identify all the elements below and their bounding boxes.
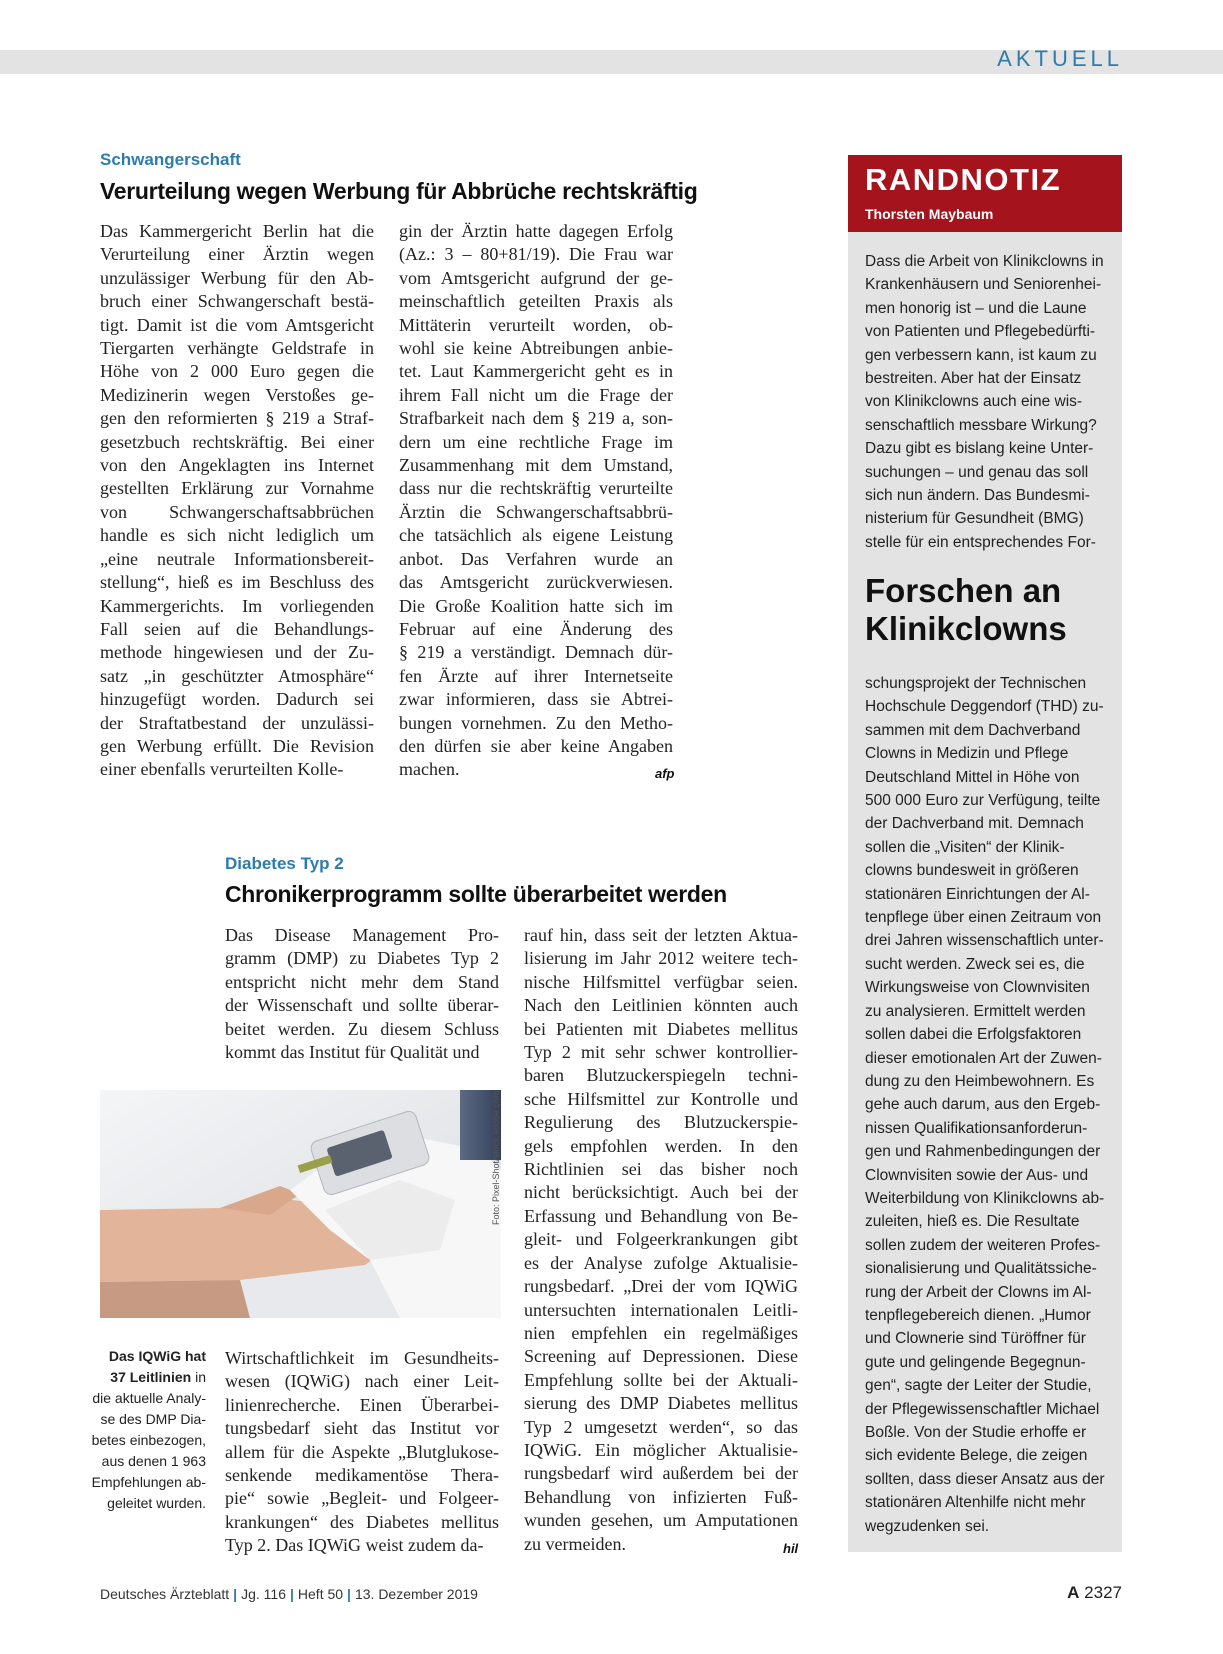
article2-signoff: hil bbox=[783, 1541, 799, 1556]
text-line: nissen Qualifikationsanforderun- bbox=[865, 1119, 1088, 1137]
text-line: rung der Arbeit der Clowns im Al- bbox=[865, 1283, 1092, 1301]
text-line: rungsbedarf. „Drei der vom IQWiG bbox=[524, 1276, 798, 1297]
text-line: Dazu gibt es bislang keine Unter- bbox=[865, 440, 1094, 458]
text-line: sierung des DMP Diabetes mellitus bbox=[524, 1393, 798, 1414]
journal-issue: Heft 50 bbox=[297, 1586, 344, 1602]
text-line: dung zu den Heimbewohnern. Es bbox=[865, 1072, 1095, 1090]
text-line: einer ebenfalls verurteilten Kolle- bbox=[100, 759, 344, 780]
text-line: der Wissenschaft und sollte überar- bbox=[225, 995, 499, 1016]
text-line: tungsbedarf sieht das Institut vor bbox=[225, 1418, 499, 1439]
text-line: linienrecherche. Einen Überarbei- bbox=[225, 1394, 499, 1415]
text-line: Ärztin die Schwangerschaftsabbrü- bbox=[399, 501, 673, 522]
article2-kicker: Diabetes Typ 2 bbox=[225, 854, 344, 873]
article2-column-1-top bbox=[225, 924, 499, 1064]
article2-column-2 bbox=[524, 924, 798, 1556]
caption-line: betes einbezogen, bbox=[91, 1432, 206, 1448]
text-line: Zusammenhang mit dem Umstand, bbox=[399, 455, 673, 476]
text-line: der Straftatbestand der unzulässi- bbox=[100, 712, 374, 733]
text-line: allem für die Aspekte „Blutglukose- bbox=[225, 1441, 499, 1462]
text-line: IQWiG. Ein möglicher Aktualisie- bbox=[524, 1439, 798, 1460]
text-line: sche Hilfsmittel zur Kontrolle und bbox=[524, 1088, 798, 1109]
caption-line: die aktuelle Analy- bbox=[92, 1390, 206, 1406]
text-line: baren Blutzuckerspiegeln techni- bbox=[524, 1065, 798, 1086]
section-label: AKTUELL bbox=[997, 46, 1123, 71]
text-line: beitet werden. Zu diesem Schluss bbox=[225, 1018, 499, 1039]
text-line: entspricht nicht mehr dem Stand bbox=[225, 971, 499, 992]
text-line: zwar informieren, dass sie Abtrei- bbox=[399, 689, 673, 710]
text-line: pie“ sowie „Begleit- und Folgeer- bbox=[225, 1488, 499, 1509]
footer-separator: | bbox=[233, 1586, 238, 1602]
text-line: sammen mit dem Dachverband bbox=[865, 721, 1081, 739]
text-line: der Dachverband mit. Demnach bbox=[865, 815, 1084, 833]
text-line: tenpflegebereich dienen. „Humor bbox=[865, 1306, 1091, 1324]
caption-bold-line-1: Das IQWiG hat bbox=[108, 1348, 206, 1364]
text-line: Clownvisiten sowie der Aus- und bbox=[865, 1166, 1089, 1184]
text-line: Forschen an bbox=[865, 572, 1062, 609]
text-line: Medizinerin wegen Verstoßes ge- bbox=[100, 384, 374, 405]
text-line: von den Angeklagten ins Internet bbox=[100, 455, 374, 476]
text-line: nien empfehlen ein regelmäßiges bbox=[524, 1322, 798, 1343]
page-footer bbox=[100, 1586, 478, 1602]
text-line: wesen (IQWiG) nach einer Leit- bbox=[225, 1371, 499, 1392]
text-line: Behandlung von infizierten Fuß- bbox=[524, 1486, 798, 1507]
text-line: rungsbedarf wird außerdem bei der bbox=[524, 1463, 798, 1484]
text-line: gen Werbung erfüllt. Die Revision bbox=[100, 735, 374, 756]
text-line: Richtlinien sei das bisher noch bbox=[524, 1159, 798, 1180]
text-line: dieser emotionalen Art der Zuwen- bbox=[865, 1049, 1102, 1067]
text-line: Typ 2 umgesetzt werden“, so das bbox=[524, 1416, 798, 1437]
text-line: bei Patienten mit Diabetes mellitus bbox=[524, 1018, 798, 1039]
text-line: Wirtschaftlichkeit im Gesundheits- bbox=[225, 1348, 499, 1368]
text-line: meinschaftlich geteilten Praxis als bbox=[399, 291, 673, 312]
text-line: tet. Laut Kammergericht geht es in bbox=[399, 361, 673, 382]
photo-credit: Foto: Pixel-Shot/stock.adobe.com bbox=[491, 1090, 501, 1225]
text-line: handle es sich nicht lediglich um bbox=[100, 525, 374, 546]
text-line: § 219 a verständigt. Demnach dür- bbox=[399, 642, 673, 663]
caption-line: Empfehlungen ab- bbox=[91, 1474, 206, 1490]
text-line: tenpflege über einen Zeitraum von bbox=[865, 909, 1102, 927]
text-line: zu analysieren. Ermittelt werden bbox=[865, 1002, 1086, 1020]
text-line: wohl sie keine Abtreibungen anbie- bbox=[399, 338, 673, 359]
text-line: nische Hilfsmittel verfügbar seien. bbox=[524, 971, 798, 992]
text-line: Nach den Leitlinien könnten auch bbox=[524, 995, 798, 1016]
text-line: stationären Einrichtungen der Al- bbox=[865, 885, 1090, 903]
text-line: das Amtsgericht zurückverwiesen. bbox=[399, 572, 673, 593]
text-line: gen und Rahmenbedingungen der bbox=[865, 1143, 1101, 1161]
text-line: unzulässiger Werbung für den Ab- bbox=[100, 267, 374, 288]
randnotiz-text-bottom bbox=[865, 672, 1105, 1538]
randnotiz-text-top bbox=[865, 250, 1105, 554]
text-line: tigt. Damit ist die vom Amtsgericht bbox=[100, 314, 374, 335]
text-line: nisterium für Gesundheit (BMG) bbox=[865, 510, 1084, 528]
text-line: anbot. Das Verfahren wurde an bbox=[399, 548, 673, 569]
text-line: von Klinikclowns auch eine wis- bbox=[865, 393, 1083, 411]
text-line: vom Amtsgericht aufgrund der ge- bbox=[399, 267, 673, 288]
page-number bbox=[1067, 1583, 1122, 1603]
text-line: gestellten Erklärung zur Vornahme bbox=[100, 478, 374, 499]
text-line: gute und gelingende Begegnun- bbox=[865, 1353, 1086, 1371]
text-line: dern um eine rechtliche Frage im bbox=[399, 431, 673, 452]
text-line: senschaftlich messbare Wirkung? bbox=[865, 416, 1097, 434]
text-line: Verurteilung einer Ärztin wegen bbox=[100, 244, 374, 265]
text-line: bestreiten. Aber hat der Einsatz bbox=[865, 370, 1082, 388]
article1-headline: Verurteilung wegen Werbung für Abbrüche rechtskräftig bbox=[100, 178, 698, 204]
text-line: Die Große Koalition hatte sich im bbox=[399, 595, 673, 616]
text-line: Screening auf Depressionen. Diese bbox=[524, 1346, 798, 1367]
text-line: sollen zudem der weiteren Profes- bbox=[865, 1236, 1101, 1254]
text-line: der Pflegewissenschaftler Michael bbox=[865, 1400, 1100, 1418]
page-number-value: 2327 bbox=[1084, 1583, 1122, 1602]
text-line: Typ 2 mit sehr schwer kontrollier- bbox=[524, 1042, 798, 1063]
text-line: zuleiten, hieß es. Die Resultate bbox=[865, 1213, 1080, 1231]
randnotiz-headline bbox=[865, 572, 1067, 648]
text-line: Deutschland Mittel in Höhe von bbox=[865, 768, 1080, 786]
text-line: stellung“, hieß es im Beschluss des bbox=[100, 572, 374, 593]
text-line: Klinikclowns bbox=[865, 610, 1067, 647]
page-prefix: A bbox=[1067, 1583, 1080, 1602]
text-line: sich nun ändern. Das Bundesmi- bbox=[865, 487, 1090, 505]
text-line: untersuchten internationalen Leitli- bbox=[524, 1299, 798, 1320]
text-line: Weiterbildung von Klinikclowns ab- bbox=[865, 1189, 1105, 1207]
text-line: gehe auch darum, aus den Ergeb- bbox=[865, 1096, 1101, 1114]
caption-bold-line-2: 37 Leitlinien bbox=[110, 1369, 192, 1385]
text-line: Mittäterin verurteilt worden, ob- bbox=[399, 314, 673, 335]
text-line: senkende medikamentöse Thera- bbox=[225, 1465, 499, 1486]
text-line: stelle für ein entsprechendes For- bbox=[865, 533, 1096, 551]
text-line: sollten, dass dieser Ansatz aus der bbox=[865, 1470, 1105, 1488]
text-line: wegzudenken sei. bbox=[865, 1517, 990, 1535]
text-line: sich evidente Belege, die zeigen bbox=[865, 1447, 1088, 1465]
text-line: gen den reformierten § 219 a Straf- bbox=[100, 408, 374, 429]
article1-column-2 bbox=[399, 220, 673, 782]
text-line: suchungen – und genau das soll bbox=[865, 463, 1089, 481]
randnotiz-title: RANDNOTIZ bbox=[865, 162, 1062, 197]
text-line: sollen die „Visiten“ der Klinik- bbox=[865, 838, 1065, 856]
text-line: clowns bundesweit in größeren bbox=[865, 862, 1079, 880]
text-line: sionalisierung und Qualitätssiche- bbox=[865, 1260, 1097, 1278]
text-line: (Az.: 3 – 80+81/19). Die Frau war bbox=[399, 244, 673, 265]
photo-caption bbox=[78, 1346, 206, 1514]
caption-line: se des DMP Dia- bbox=[100, 1411, 206, 1427]
text-line: gramm (DMP) zu Diabetes Typ 2 bbox=[225, 948, 499, 969]
text-line: Februar auf eine Änderung des bbox=[399, 618, 673, 639]
caption-line: in bbox=[191, 1369, 206, 1385]
text-line: Fall seien auf die Behandlungs- bbox=[100, 618, 374, 639]
text-line: kommt das Institut für Qualität und bbox=[225, 1042, 480, 1063]
text-line: satz „in geschützter Atmosphäre“ bbox=[100, 665, 374, 686]
text-line: den dürfen sie aber keine Angaben bbox=[399, 735, 673, 756]
text-line: und Clownerie sind Türöffner für bbox=[865, 1330, 1086, 1348]
article1-column-1 bbox=[100, 220, 374, 782]
text-line: Clowns in Medizin und Pflege bbox=[865, 745, 1069, 763]
text-line: ihrem Fall nicht um die Frage der bbox=[399, 384, 673, 405]
text-line: wunden gesehen, um Amputationen bbox=[524, 1510, 798, 1531]
text-line: es der Analyse zufolge Aktualisie- bbox=[524, 1252, 798, 1273]
text-line: stationären Altenhilfe nicht mehr bbox=[865, 1494, 1086, 1512]
text-line: Das Kammergericht Berlin hat die bbox=[100, 221, 374, 241]
text-line: von Patienten und Pflegebedürfti- bbox=[865, 323, 1096, 341]
text-line: fen Ärzte auf ihrer Internetseite bbox=[399, 665, 673, 686]
text-line: Kammergerichts. Im vorliegenden bbox=[100, 595, 374, 616]
journal-volume: Jg. 116 bbox=[241, 1586, 286, 1602]
text-line: gen“, sagte der Leiter der Studie, bbox=[865, 1377, 1092, 1395]
text-line: zu vermeiden. bbox=[524, 1533, 626, 1554]
text-line: lisierung im Jahr 2012 weitere tech- bbox=[524, 948, 798, 969]
text-line: rauf hin, dass seit der letzten Aktua- bbox=[524, 925, 798, 945]
randnotiz-author: Thorsten Maybaum bbox=[865, 206, 994, 222]
article1-kicker: Schwangerschaft bbox=[100, 150, 241, 169]
text-line: gen verbessern kann, ist kaum zu bbox=[865, 346, 1097, 364]
text-line: bruch einer Schwangerschaft bestä- bbox=[100, 291, 374, 312]
article1-signoff: afp bbox=[655, 766, 675, 781]
text-line: Hochschule Deggendorf (THD) zu- bbox=[865, 698, 1104, 716]
text-line: drei Jahren wissenschaftlich unter- bbox=[865, 932, 1104, 950]
text-line: machen. bbox=[399, 759, 460, 780]
text-line: Regulierung des Blutzuckerspie- bbox=[524, 1112, 798, 1133]
text-line: gin der Ärztin hatte dagegen Erfolg bbox=[399, 221, 673, 241]
text-line: „eine neutrale Informationsbereit- bbox=[100, 548, 374, 569]
text-line: hinzugefügt worden. Dadurch sei bbox=[100, 689, 374, 710]
article2-headline: Chronikerprogramm sollte überarbeitet werden bbox=[225, 881, 727, 907]
text-line: Dass die Arbeit von Klinikclowns in bbox=[865, 253, 1104, 270]
text-line: Typ 2. Das IQWiG weist zudem da- bbox=[225, 1535, 484, 1556]
text-line: bungen vornehmen. Zu den Metho- bbox=[399, 712, 673, 733]
text-line: von Schwangerschaftsabbrüchen bbox=[100, 501, 374, 522]
journal-date: 13. Dezember 2019 bbox=[354, 1586, 478, 1602]
text-line: sucht werden. Zweck sei es, die bbox=[865, 955, 1085, 973]
footer-separator: | bbox=[347, 1586, 351, 1602]
text-line: men honorig ist – und die Laune bbox=[865, 299, 1087, 317]
article2-column-1-bottom bbox=[225, 1347, 499, 1558]
text-line: Boßle. Von der Studie erhoffe er bbox=[865, 1424, 1087, 1441]
text-line: gels empfohlen werden. In den bbox=[524, 1135, 798, 1156]
text-line: Höhe von 2 000 Euro gegen die bbox=[100, 361, 374, 382]
text-line: krankungen“ des Diabetes mellitus bbox=[225, 1511, 499, 1532]
text-line: sollen dabei die Erfolgsfaktoren bbox=[865, 1026, 1082, 1044]
text-line: Krankenhäusern und Seniorenhei- bbox=[865, 276, 1102, 294]
journal-name: Deutsches Ärzteblatt bbox=[100, 1586, 230, 1602]
text-line: Tiergarten verhängte Geldstrafe in bbox=[100, 338, 374, 359]
footer-separator: | bbox=[289, 1586, 294, 1602]
caption-line: aus denen 1 963 bbox=[101, 1453, 206, 1469]
text-line: che tatsächlich als eigene Leistung bbox=[399, 525, 673, 546]
text-line: dass nur die rechtskräftig verurteilte bbox=[399, 478, 673, 499]
text-line: gleit- und Folgeerkrankungen gibt bbox=[524, 1229, 798, 1250]
text-line: methode hingewiesen und der Zu- bbox=[100, 642, 374, 663]
text-line: Wirkungsweise von Clownvisiten bbox=[865, 979, 1090, 997]
text-line: Erfassung und Behandlung von Be- bbox=[524, 1205, 798, 1226]
text-line: Strafbarkeit nach dem § 219 a, son- bbox=[399, 408, 673, 429]
caption-line: geleitet wurden. bbox=[107, 1495, 206, 1511]
text-line: schungsprojekt der Technischen bbox=[865, 675, 1087, 692]
text-line: Das Disease Management Pro- bbox=[225, 925, 499, 945]
glucose-meter-photo bbox=[100, 1090, 501, 1318]
text-line: gesetzbuch rechtskräftig. Bei einer bbox=[100, 431, 374, 452]
text-line: Empfehlung sollte bei der Aktuali- bbox=[524, 1369, 798, 1390]
text-line: 500 000 Euro zur Verfügung, teilte bbox=[865, 792, 1101, 810]
text-line: nicht berücksichtigt. Auch bei der bbox=[524, 1182, 798, 1203]
